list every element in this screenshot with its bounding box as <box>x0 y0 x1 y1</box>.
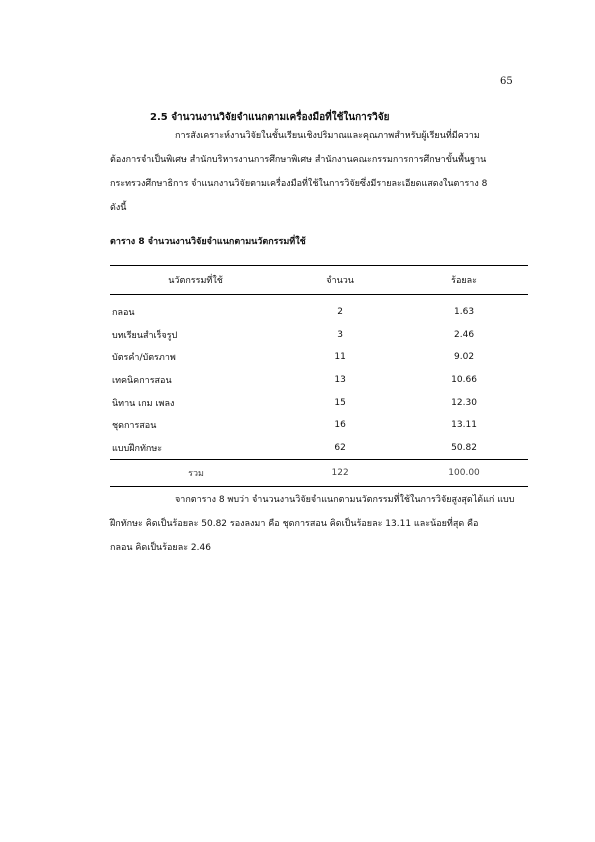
innovation-table <box>110 265 528 487</box>
percent-cell: 2.46 <box>454 329 475 340</box>
percent-cell: 12.30 <box>451 397 477 408</box>
innovation-cell: นิทาน เกม เพลง <box>112 398 175 409</box>
table-row <box>110 369 528 392</box>
summary-paragraph <box>110 488 530 560</box>
innovation-cell: บทเรียนสำเร็จรูป <box>112 330 178 341</box>
count-cell: 13 <box>334 375 346 386</box>
count-cell: 11 <box>334 352 346 363</box>
section-heading: 2.5 จำนวนงานวิจัยจำแนกตามเครื่องมือที่ใช้ในการวิจัย <box>150 112 390 123</box>
total-label-cell: รวม <box>110 460 280 487</box>
table-header-row <box>110 266 528 295</box>
table-row <box>110 391 528 414</box>
table-row <box>110 295 528 324</box>
paragraph-line: กลอน คิดเป็นร้อยละ 2.46 <box>110 543 211 553</box>
table-row <box>110 324 528 347</box>
table-row <box>110 437 528 460</box>
table-row <box>110 346 528 369</box>
column-header-innovation: นวัตกรรมที่ใช้ <box>110 266 280 295</box>
percent-cell: 1.63 <box>454 307 475 318</box>
paragraph-line: ดังนี้ <box>110 203 127 213</box>
paragraph-line: ต้องการจำเป็นพิเศษ สำนักบริหารงานการศึกษาพิเศษ สำนักงานคณะกรรมการการศึกษาขั้นพื้นฐาน <box>110 155 487 165</box>
count-cell: 3 <box>337 329 343 340</box>
paragraph-line: จากตาราง 8 พบว่า จำนวนงานวิจัยจำแนกตามนวัตกรรมที่ใช้ในการวิจัยสูงสุดได้แก่ แบบ <box>175 495 515 505</box>
count-cell: 2 <box>337 307 343 318</box>
innovation-cell: กลอน <box>112 308 135 319</box>
total-percent-cell: 100.00 <box>400 460 528 487</box>
total-count-cell: 122 <box>280 460 400 487</box>
paragraph-line: กระทรวงศึกษาธิการ จำแนกงานวิจัยตามเครื่องมือที่ใช้ในการวิจัยซึ่งมีรายละเอียดแสดงในตาราง 8 <box>110 179 488 189</box>
table-row <box>110 414 528 437</box>
column-header-count: จำนวน <box>280 266 400 295</box>
percent-cell: 50.82 <box>451 442 477 453</box>
paragraph-line: ฝึกทักษะ คิดเป็นร้อยละ 50.82 รองลงมา คือ ชุดการสอน คิดเป็นร้อยละ 13.11 และน้อยที่สุด คือ <box>110 519 479 529</box>
table-total-row <box>110 460 528 487</box>
count-cell: 16 <box>334 420 346 431</box>
innovation-cell: ชุดการสอน <box>112 421 157 432</box>
innovation-cell: บัตรคำ/บัตรภาพ <box>112 353 176 364</box>
percent-cell: 9.02 <box>454 352 475 363</box>
table-caption: ตาราง 8 จำนวนงานวิจัยจำแนกตามนวัตกรรมที่ใช้ <box>110 237 306 247</box>
count-cell: 62 <box>334 442 346 453</box>
percent-cell: 10.66 <box>451 375 477 386</box>
intro-paragraph <box>110 124 530 220</box>
column-header-percent: ร้อยละ <box>400 266 528 295</box>
percent-cell: 13.11 <box>451 420 477 431</box>
page-number: 65 <box>500 76 513 87</box>
innovation-cell: เทคนิคการสอน <box>112 376 172 387</box>
innovation-cell: แบบฝึกทักษะ <box>112 443 163 454</box>
paragraph-line: การสังเคราะห์งานวิจัยในชั้นเรียนเชิงปริมาณและคุณภาพสำหรับผู้เรียนที่มีความ <box>175 131 480 141</box>
count-cell: 15 <box>334 397 346 408</box>
